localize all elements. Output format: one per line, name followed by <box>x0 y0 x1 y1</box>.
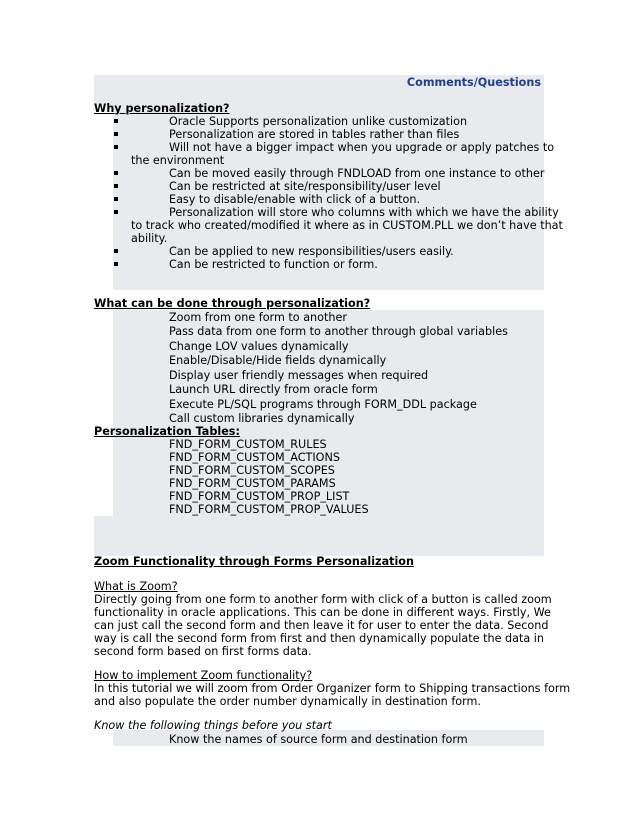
why-item: Can be moved easily through FNDLOAD from one instance to other <box>169 167 545 180</box>
what-is-zoom-heading: What is Zoom? <box>94 580 178 593</box>
zoom-paragraph-line: functionality in oracle applications. This can be done in different ways. Firstly, We <box>94 606 551 619</box>
why-item: Will not have a bigger impact when you upgrade or apply patches to <box>169 141 555 154</box>
why-item: Easy to disable/enable with click of a button. <box>169 193 421 206</box>
what-can-be-done-heading: What can be done through personalization? <box>94 297 371 310</box>
why-item: Can be restricted at site/responsibility/user level <box>169 180 441 193</box>
why-personalization-heading: Why personalization? <box>94 102 230 115</box>
table-name-item: FND_FORM_CUSTOM_SCOPES <box>169 464 335 477</box>
why-item: Can be applied to new responsibilities/users easily. <box>169 245 454 258</box>
zoom-paragraph-line: second form based on first forms data. <box>94 645 312 658</box>
table-name-item: FND_FORM_CUSTOM_PARAMS <box>169 477 336 490</box>
why-item: Can be restricted to function or form. <box>169 258 378 271</box>
bullet-icon <box>114 171 118 175</box>
zoom-functionality-heading: Zoom Functionality through Forms Personalization <box>94 555 414 568</box>
why-item: Personalization will store who columns with which we have the ability <box>169 206 559 219</box>
why-item-continued: to track who created/modified it where as in CUSTOM.PLL we don’t have that <box>131 219 563 232</box>
table-name-item: FND_FORM_CUSTOM_ACTIONS <box>169 451 340 464</box>
why-item-continued: ability. <box>131 232 168 245</box>
how-paragraph-line: In this tutorial we will zoom from Order Organizer form to Shipping transactions form <box>94 682 571 695</box>
know-item: Know the names of source form and destination form <box>169 733 468 746</box>
capability-item: Change LOV values dynamically <box>169 340 349 353</box>
bullet-icon <box>114 197 118 201</box>
how-to-implement-heading: How to implement Zoom functionality? <box>94 669 313 682</box>
know-things-heading: Know the following things before you start <box>94 719 332 732</box>
bullet-icon <box>114 184 118 188</box>
why-item: Oracle Supports personalization unlike customization <box>169 115 468 128</box>
capability-item: Launch URL directly from oracle form <box>169 383 378 396</box>
content-panel-background <box>94 516 544 556</box>
bullet-icon <box>114 119 118 123</box>
why-item-continued: the environment <box>131 154 225 167</box>
table-name-item: FND_FORM_CUSTOM_PROP_LIST <box>169 490 350 503</box>
personalization-tables-heading: Personalization Tables: <box>94 425 240 438</box>
zoom-paragraph-line: Directly going from one form to another form with click of a button is called zoom <box>94 593 552 606</box>
how-paragraph-line: and also populate the order number dynamically in destination form. <box>94 695 481 708</box>
capability-item: Execute PL/SQL programs through FORM_DDL package <box>169 398 477 411</box>
bullet-icon <box>114 145 118 149</box>
capability-item: Call custom libraries dynamically <box>169 412 355 425</box>
bullet-icon <box>114 210 118 214</box>
table-name-item: FND_FORM_CUSTOM_RULES <box>169 438 327 451</box>
capability-item: Enable/Disable/Hide fields dynamically <box>169 354 387 367</box>
comments-questions-header: Comments/Questions <box>406 76 541 89</box>
capability-item: Display user friendly messages when required <box>169 369 429 382</box>
why-item: Personalization are stored in tables rather than files <box>169 128 460 141</box>
table-name-item: FND_FORM_CUSTOM_PROP_VALUES <box>169 503 369 516</box>
zoom-paragraph-line: way is call the second form from first and then dynamically populate the data in <box>94 632 544 645</box>
capability-item: Zoom from one form to another <box>169 311 347 324</box>
bullet-icon <box>114 249 118 253</box>
capability-item: Pass data from one form to another through global variables <box>169 325 508 338</box>
zoom-paragraph-line: can just call the second form and then leave it for user to enter the data. Second <box>94 619 549 632</box>
bullet-icon <box>114 262 118 266</box>
bullet-icon <box>114 132 118 136</box>
